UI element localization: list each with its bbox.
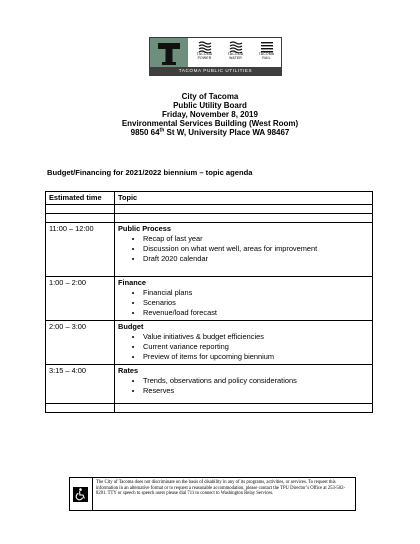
- topic-cell: [115, 223, 373, 277]
- header-location: Environmental Services Building (West Room): [121, 119, 299, 128]
- list-item: • Discussion on what went well, areas for improvement: [143, 244, 369, 254]
- header-board: Public Utility Board: [173, 101, 247, 110]
- logo-division-line1: TACOMA: [258, 52, 275, 56]
- header-city: City of Tacoma: [181, 92, 239, 101]
- tacoma-power-mark: [189, 38, 220, 68]
- topic-title: Rates: [118, 366, 139, 375]
- topic-cell: [115, 365, 373, 404]
- list-item: • Value initiatives & budget efficiencies: [143, 332, 369, 342]
- address-ordinal: th: [159, 127, 165, 134]
- logo-division-line2: WATER: [229, 55, 242, 60]
- agenda-table: [45, 191, 373, 413]
- list-item: • Revenue/load forecast: [143, 308, 369, 318]
- table-row: [46, 365, 373, 404]
- accessibility-notice: [69, 477, 356, 511]
- topic-cell: [115, 277, 373, 321]
- topic-bullet-list: [118, 376, 369, 396]
- list-item: • Reserves: [143, 386, 369, 396]
- notice-divider: [92, 478, 93, 510]
- address-number: 9850 64: [130, 128, 160, 137]
- list-item: • Financial plans: [143, 288, 369, 298]
- logo-division-line1: TACOMA: [227, 52, 244, 56]
- topic-bullet-list: [118, 332, 369, 362]
- address-street: St W, University Place WA 98467: [164, 128, 290, 137]
- list-item: • Draft 2020 calendar: [143, 254, 369, 264]
- table-spacer-row: [46, 205, 373, 214]
- list-item: • Trends, observations and policy considerations: [143, 376, 369, 386]
- time-cell: 2:00 – 3:00: [46, 321, 115, 365]
- time-cell: 11:00 – 12:00: [46, 223, 115, 277]
- notice-text: The City of Tacoma does not discriminate on the basis of disability in any of its programs, activities, or services. To request this information in an alternative format or to request a reasonable accommodation, please contact the TPU Director’s Office at 253-502-8201. TTY or speech to speech users please dial 711 to connect to Washington Relay Services.: [96, 480, 346, 497]
- table-row: [46, 321, 373, 365]
- list-item: • Current variance reporting: [143, 342, 369, 352]
- table-spacer-row: [46, 404, 373, 413]
- header-date: Friday, November 8, 2019: [162, 110, 258, 119]
- tacoma-rail-mark: [251, 38, 282, 68]
- header-address: [0, 128, 420, 137]
- time-cell: 3:15 – 4:00: [46, 365, 115, 404]
- logo-division-line1: TACOMA: [196, 52, 213, 56]
- column-header-time: Estimated time: [46, 192, 115, 205]
- logo-division-line2: POWER: [197, 55, 212, 60]
- tacoma-t-logo-icon: [150, 38, 188, 68]
- tacoma-public-utilities-logo: [149, 37, 282, 76]
- wheelchair-icon: [73, 487, 88, 502]
- tacoma-water-mark: [220, 38, 251, 68]
- topic-title: Finance: [118, 278, 146, 287]
- table-row: [46, 277, 373, 321]
- agenda-title: Budget/Financing for 2021/2022 biennium – topic agenda: [47, 168, 253, 177]
- column-header-topic: Topic: [115, 192, 373, 205]
- meeting-header: [0, 92, 420, 137]
- list-item: • Preview of items for upcoming biennium: [143, 352, 369, 362]
- list-item: • Recap of last year: [143, 234, 369, 244]
- topic-bullet-list: [118, 234, 369, 264]
- table-row: [46, 223, 373, 277]
- topic-bullet-list: [118, 288, 369, 318]
- table-header-row: [46, 192, 373, 205]
- topic-title: Budget: [118, 322, 144, 331]
- logo-division-line2: RAIL: [262, 55, 271, 60]
- topic-cell: [115, 321, 373, 365]
- time-cell: 1:00 – 2:00: [46, 277, 115, 321]
- topic-title: Public Process: [118, 224, 171, 233]
- list-item: • Scenarios: [143, 298, 369, 308]
- table-spacer-row: [46, 214, 373, 223]
- logo-name-bar: TACOMA PUBLIC UTILITIES: [150, 67, 281, 75]
